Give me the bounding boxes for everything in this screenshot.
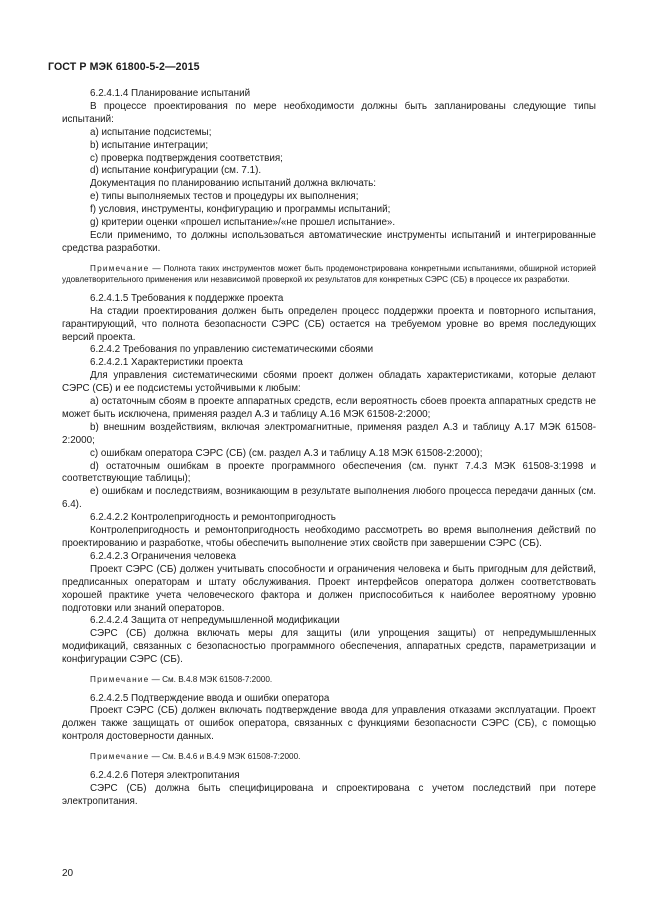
section-heading: 6.2.4.1.4 Планирование испытаний <box>90 88 251 99</box>
paragraph: В процессе проектирования по мере необходимости должны быть запланированы следующие типы испытаний: <box>62 100 596 125</box>
list-item: b) внешним воздействиям, включая электромагнитные, применяя раздел А.3 и таблицу А.17 МЭК 61508-2:2000; <box>62 421 596 446</box>
section-heading: 6.2.4.2.3 Ограничения человека <box>90 550 236 562</box>
note-label: Примечание <box>90 675 150 685</box>
section-heading: 6.2.4.2.1 Характеристики проекта <box>90 357 243 369</box>
list-item: c) проверка подтверждения соответствия; <box>90 152 283 164</box>
paragraph: Контролепригодность и ремонтопригодность необходимо рассмотреть во время выполнения действий по проектированию и разработке, чтобы обеспечить выполнение этих свойств при завершении СЭРС (СБ). <box>62 525 596 549</box>
note-text: — Полнота таких инструментов может быть продемонстрирована конкретными испытаниями, обширной историей удовлетворительного применения или независимой проверкой их результатов для конкретных СЭРС (СБ) в процессе их разработки. <box>62 263 596 285</box>
page-number: 20 <box>62 868 74 879</box>
list-item: d) остаточным ошибкам в проекте программного обеспечения (см. пункт 7.4.3 МЭК 61508-3:1998 и соответствующие таблицы); <box>62 460 596 485</box>
section-heading: 6.2.4.1.5 Требования к поддержке проекта <box>90 292 284 304</box>
paragraph: СЭРС (СБ) должна быть специфицирована и спроектирована с учетом последствий при потере электропитания. <box>62 782 596 807</box>
list-item: e) ошибкам и последствиям, возникающим в результате выполнения любого процесса передачи данных (см. 6.4). <box>62 486 596 511</box>
section-heading: 6.2.4.2.6 Потеря электропитания <box>90 769 240 781</box>
document-body <box>62 88 596 808</box>
section-heading: 6.2.4.2.2 Контролепригодность и ремонтопригодность <box>90 512 336 524</box>
note-label: Примечание <box>90 263 150 273</box>
note-text: — См. В.4.8 МЭК 61508-7:2000. <box>149 675 273 685</box>
paragraph: Документация по планированию испытаний должна включать: <box>90 178 377 190</box>
list-item: e) типы выполняемых тестов и процедуры их выполнения; <box>90 191 359 203</box>
list-item: g) критерии оценки «прошел испытание»/«не прошел испытание». <box>90 217 396 229</box>
section-heading: 6.2.4.2 Требования по управлению систематическими сбоями <box>90 344 374 356</box>
paragraph: Проект СЭРС (СБ) должен включать подтверждение ввода для управления отказами эксплуатации. Проект должен также защищать от ошибок оператора, связанных с функциями безопасности СЭРС (СБ), с помощью контроля достоверности данных. <box>62 705 596 743</box>
note <box>62 751 596 763</box>
list-item: c) ошибкам оператора СЭРС (СБ) (см. раздел А.3 и таблицу А.18 МЭК 61508-2:2000); <box>90 447 483 459</box>
paragraph: Если применимо, то должны использоваться автоматические инструменты испытаний и интегрированные средства разработки. <box>62 229 596 254</box>
note-text: — См. В.4.6 и В.4.9 МЭК 61508-7:2000. <box>149 752 301 762</box>
list-item: a) остаточным сбоям в проекте аппаратных средств, если вероятность сбоев проекта аппаратных средств не может быть исключена, применяя раздел А.3 и таблицу А.16 МЭК 61508-2:2000; <box>62 396 596 420</box>
paragraph: Проект СЭРС (СБ) должен учитывать способности и ограничения человека и быть пригодным для действий, предписанных операторам и штату обслуживания. Проект интерфейсов оператора должен соответствовать хорошей практике учета человеческого фактора и должен приспособиться к наиболее вероятному уровню подготовки или знаний операторов. <box>62 563 596 614</box>
section-heading: 6.2.4.2.5 Подтверждение ввода и ошибки оператора <box>90 692 330 704</box>
note-label: Примечание <box>90 752 150 762</box>
section-heading: 6.2.4.2.4 Защита от непредумышленной модификации <box>90 615 340 627</box>
list-item: a) испытание подсистемы; <box>90 126 212 138</box>
paragraph: На стадии проектирования должен быть определен процесс поддержки проекта и повторного испытания, гарантирующий, что полнота безопасности СЭРС (СБ) остается на требуемом уровне во время последующих версий проекта. <box>62 305 596 343</box>
paragraph: Для управления систематическими сбоями проект должен обладать характеристиками, которые делают СЭРС (СБ) и ее подсистемы устойчивыми к любым: <box>62 370 596 395</box>
list-item: f) условия, инструменты, конфигурацию и программы испытаний; <box>90 204 391 216</box>
document-header: ГОСТ Р МЭК 61800-5-2—2015 <box>48 61 200 73</box>
list-item: d) испытание конфигурации (см. 7.1). <box>90 165 262 177</box>
list-item: b) испытание интеграции; <box>90 139 209 151</box>
paragraph: СЭРС (СБ) должна включать меры для защиты (или упрощения защиты) от непредумышленных модификаций, связанных с безопасностью программного обеспечения, аппаратных средств, параметризации и конфигурации СЭРС (СБ). <box>62 628 596 666</box>
note <box>62 263 596 286</box>
note <box>62 674 596 686</box>
